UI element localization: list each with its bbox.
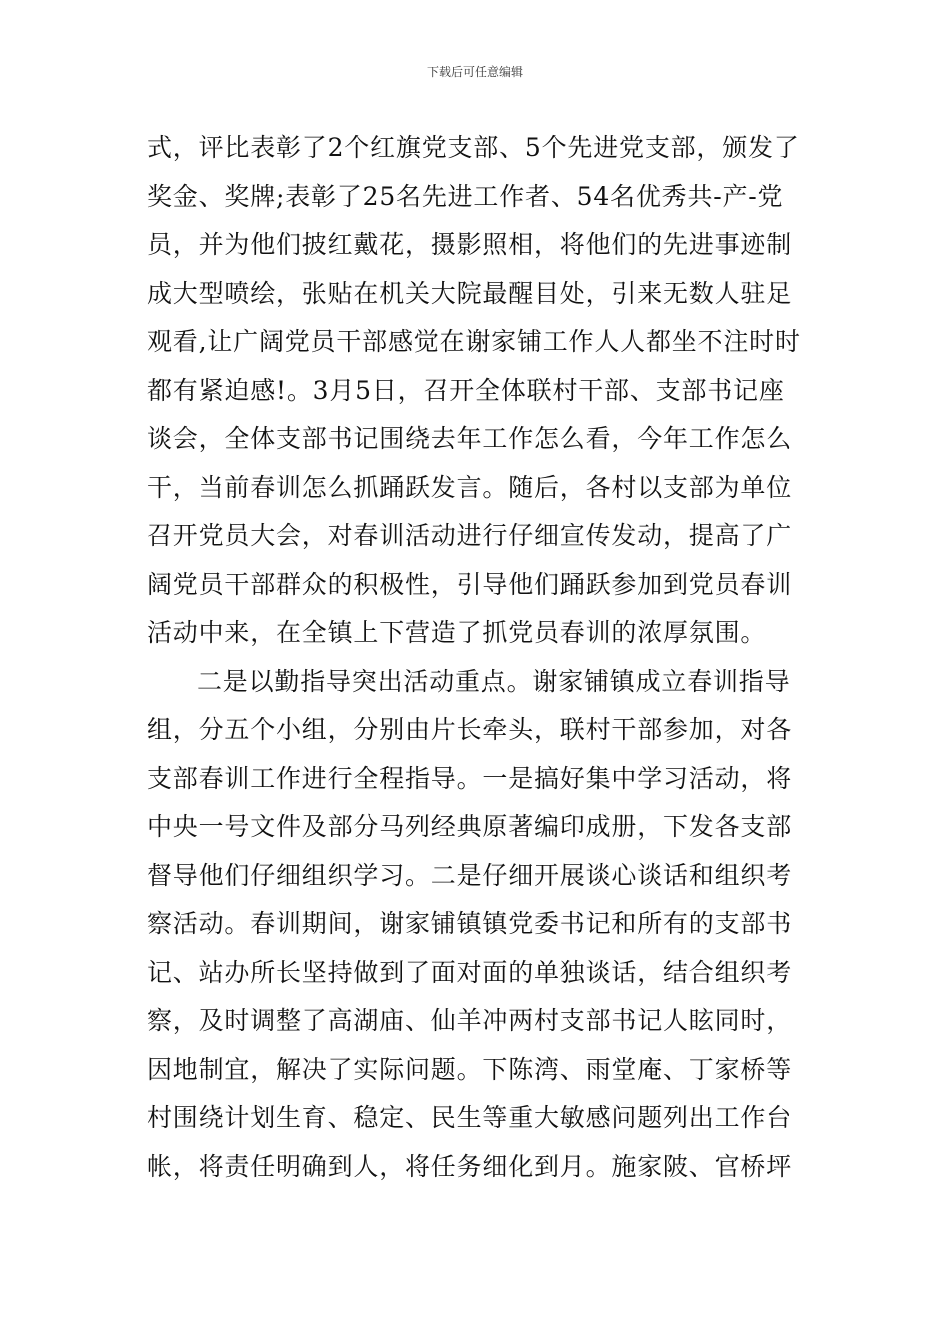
text-line: 帐，将责任明确到人，将任务细化到月。施家陂、官桥坪 [147, 1151, 793, 1181]
text-line: 阔党员干部群众的积极性，引导他们踊跃参加到党员春训 [147, 569, 793, 599]
text-line: 成大型喷绘，张贴在机关大院最醒目处，引来无数人驻足 [147, 278, 793, 308]
text-line: 察，及时调整了高湖庙、仙羊冲两村支部书记人眩同时， [147, 1006, 793, 1035]
text-line: 组，分五个小组，分别由片长牵头，联村干部参加，对各 [147, 715, 793, 744]
text-line: 谈会，全体支部书记围绕去年工作怎么看，今年工作怎么 [147, 424, 793, 453]
text-line: 观看,让广阔党员干部感觉在谢家铺工作人人都坐不注时时 [147, 327, 801, 356]
text-line: 都有紧迫感!。3月5日，召开全体联村干部、支部书记座 [147, 375, 785, 405]
text-line: 察活动。春训期间，谢家铺镇镇党委书记和所有的支部书 [147, 909, 793, 938]
paragraph-start-line: 二是以勤指导突出活动重点。谢家铺镇成立春训指导 [197, 666, 791, 696]
text-line: 中央一号文件及部分马列经典原著编印成册，下发各支部 [147, 812, 793, 841]
text-line: 记、站办所长坚持做到了面对面的单独谈话，结合组织考 [147, 957, 793, 987]
text-line: 召开党员大会，对春训活动进行仔细宣传发动，提高了广 [147, 521, 793, 550]
text-line: 因地制宜，解决了实际问题。下陈湾、雨堂庵、丁家桥等 [147, 1054, 793, 1084]
text-line: 员，并为他们披红戴花，摄影照相，将他们的先进事迹制 [147, 230, 793, 259]
text-line: 式，评比表彰了2个红旗党支部、5个先进党支部，颁发了 [147, 133, 800, 162]
text-line: 活动中来，在全镇上下营造了抓党员春训的浓厚氛围。 [147, 618, 767, 647]
text-line: 支部春训工作进行全程指导。一是搞好集中学习活动，将 [147, 763, 793, 793]
document-body [147, 124, 807, 1191]
text-line: 村围绕计划生育、稳定、民生等重大敏感问题列出工作台 [147, 1103, 793, 1132]
text-line: 干，当前春训怎么抓踊跃发言。随后，各村以支部为单位 [147, 472, 793, 502]
page-header: 下载后可任意编辑 [426, 65, 523, 79]
text-line: 奖金、奖牌;表彰了25名先进工作者、54名优秀共-产-党 [147, 181, 784, 211]
text-line: 督导他们仔细组织学习。二是仔细开展谈心谈话和组织考 [147, 860, 793, 890]
